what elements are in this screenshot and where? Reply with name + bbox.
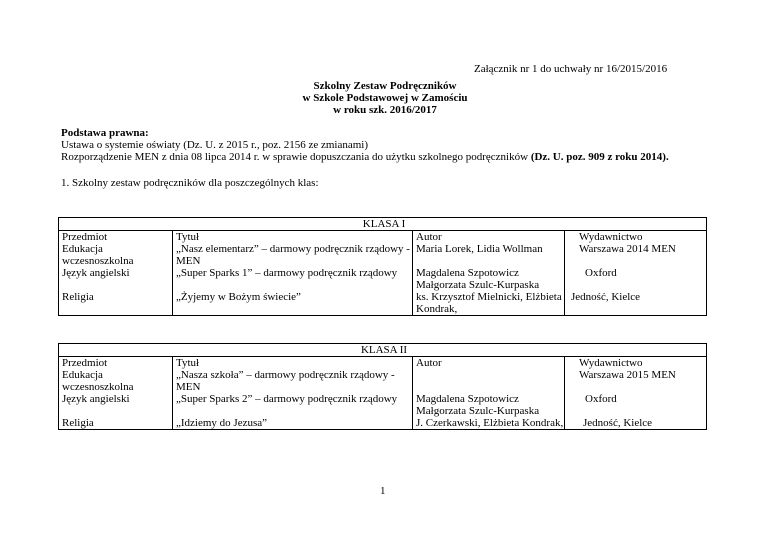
legal-heading: Podstawa prawna: — [61, 127, 149, 139]
col-subject: Przedmiot — [59, 357, 173, 370]
cell-title: „Nasz elementarz” – darmowy podręcznik rządowy - MEN — [173, 243, 413, 267]
cell-subject: Religia — [59, 417, 173, 430]
title-line-1: Szkolny Zestaw Podręczników — [313, 80, 457, 92]
table-row — [59, 369, 707, 393]
cell-publisher: Warszawa 2015 MEN — [579, 369, 676, 381]
table-row — [59, 267, 707, 291]
table-row — [59, 243, 707, 267]
col-publisher: Wydawnictwo — [579, 357, 643, 369]
cell-author: Magdalena Szpotowicz Małgorzata Szulc-Kurpaska — [413, 393, 565, 417]
col-title: Tytuł — [173, 357, 413, 370]
legal-line-1: Ustawa o systemie oświaty (Dz. U. z 2015 r., poz. 2156 ze zmianami) — [61, 139, 369, 151]
cell-author: Magdalena Szpotowicz Małgorzata Szulc-Kurpaska — [413, 267, 565, 291]
document-title — [260, 80, 510, 116]
cell-title: „Idziemy do Jezusa” — [173, 417, 413, 430]
cell-author: J. Czerkawski, Elżbieta Kondrak, — [413, 417, 565, 430]
cell-publisher: Warszawa 2014 MEN — [579, 243, 676, 255]
klasa-1-header: KLASA I — [59, 218, 707, 231]
cell-publisher: Oxford — [585, 267, 617, 279]
table-row — [59, 291, 707, 316]
col-publisher: Wydawnictwo — [579, 231, 643, 243]
cell-subject: Religia — [59, 291, 173, 316]
klasa-2-header: KLASA II — [59, 344, 707, 357]
col-author: Autor — [413, 357, 565, 370]
intro-text: 1. Szkolny zestaw podręczników dla poszczególnych klas: — [61, 177, 319, 189]
legal-line-2 — [61, 151, 669, 163]
legal-basis — [61, 127, 669, 163]
cell-subject: Edukacja wczesnoszkolna — [59, 243, 173, 267]
cell-title: „Żyjemy w Bożym świecie” — [173, 291, 413, 316]
klasa-2-table — [58, 343, 707, 430]
legal-line-2-text: Rozporządzenie MEN z dnia 08 lipca 2014 r. w sprawie dopuszczania do użytku szkolnego podręczników — [61, 151, 531, 163]
cell-author: ks. Krzysztof Mielnicki, Elżbieta Kondrak, — [413, 291, 565, 316]
col-author: Autor — [413, 231, 565, 244]
cell-title: „Super Sparks 1” – darmowy podręcznik rządowy — [173, 267, 413, 291]
cell-author — [413, 369, 565, 393]
page-number: 1 — [380, 485, 386, 497]
cell-title: „Nasza szkoła” – darmowy podręcznik rządowy - MEN — [173, 369, 413, 393]
annex-note: Załącznik nr 1 do uchwały nr 16/2015/2016 — [474, 63, 668, 75]
klasa-1-table — [58, 217, 707, 316]
table-row — [59, 393, 707, 417]
cell-subject: Edukacja wczesnoszkolna — [59, 369, 173, 393]
cell-subject: Język angielski — [59, 393, 173, 417]
title-line-3: w roku szk. 2016/2017 — [333, 104, 437, 116]
cell-publisher: Oxford — [585, 393, 617, 405]
cell-author: Maria Lorek, Lidia Wollman — [413, 243, 565, 267]
cell-subject: Język angielski — [59, 267, 173, 291]
col-title: Tytuł — [173, 231, 413, 244]
title-line-2: w Szkole Podstawowej w Zamościu — [302, 92, 468, 104]
cell-publisher: Jedność, Kielce — [583, 417, 653, 429]
table-row — [59, 417, 707, 430]
legal-line-2-ref: (Dz. U. poz. 909 z roku 2014). — [530, 151, 669, 163]
col-subject: Przedmiot — [59, 231, 173, 244]
cell-title: „Super Sparks 2” – darmowy podręcznik rządowy — [173, 393, 413, 417]
cell-publisher: Jedność, Kielce — [571, 291, 641, 303]
